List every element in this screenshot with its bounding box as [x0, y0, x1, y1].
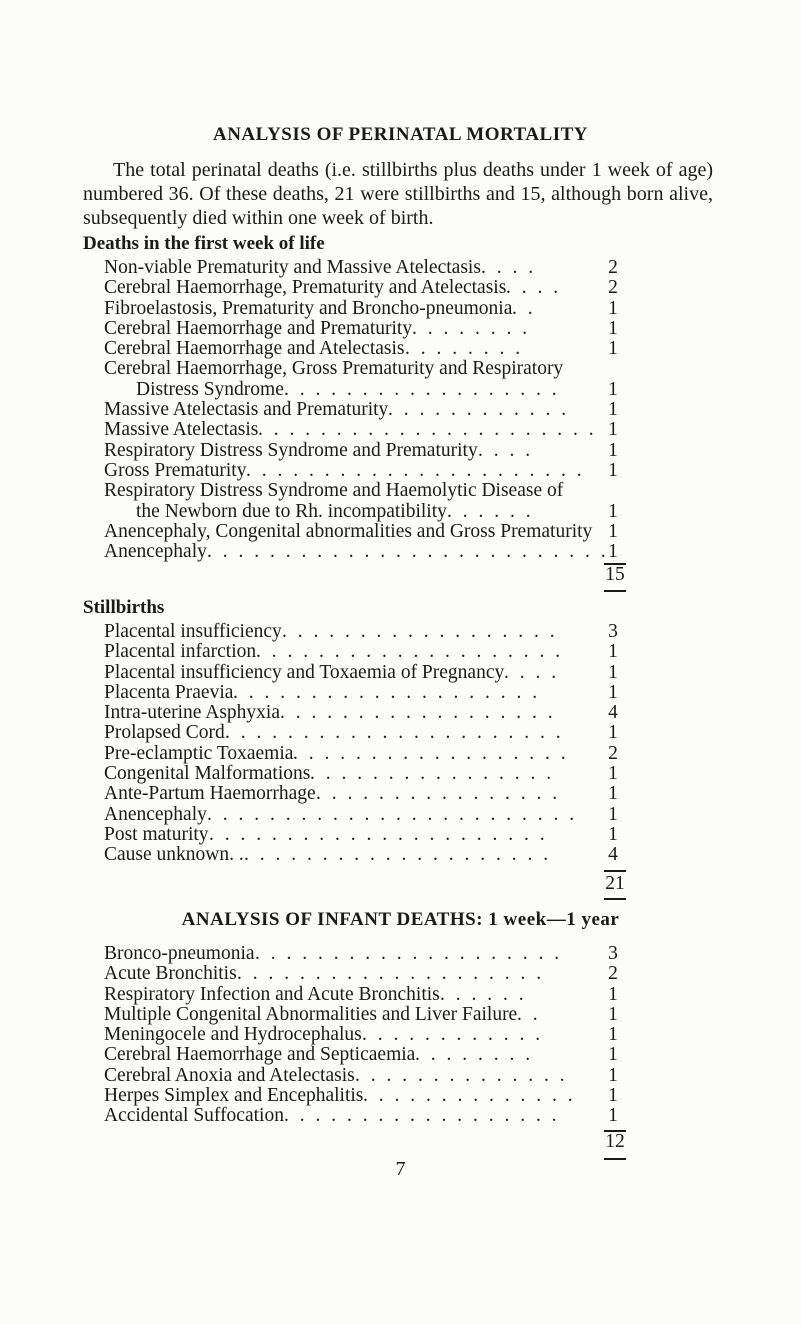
death-count: 1 — [608, 803, 618, 825]
cause-label: Placental insufficiency — [104, 621, 282, 642]
first-week-total: 15 — [605, 564, 625, 585]
cause-label: Respiratory Infection and Acute Bronchitis — [104, 983, 440, 1005]
death-count: 1 — [608, 661, 618, 683]
table-row — [104, 1106, 644, 1126]
cause-label: Cerebral Anoxia and Atelectasis — [104, 1064, 355, 1086]
cause-label: the Newborn due to Rh. incompatibility — [136, 500, 447, 522]
cause-label: Gross Prematurity — [104, 459, 247, 481]
leader-dots: . . — [517, 1003, 541, 1025]
table-row — [104, 359, 644, 379]
leader-dots: . . . . . . . . . . . . . . . . . . . . . . . . — [207, 803, 578, 825]
page-title: ANALYSIS OF PERINATAL MORTALITY — [212, 124, 588, 145]
death-count: 1 — [608, 641, 618, 663]
cause-label: Cause unknown. . — [104, 844, 244, 866]
table-row — [104, 1025, 644, 1045]
death-count: 2 — [608, 277, 618, 299]
subtotal-rule-bottom — [604, 590, 626, 592]
leader-dots: . . . . . . . . . . . . . . . . . . . . — [256, 641, 564, 663]
leader-dots: . . . . . . . . — [412, 317, 531, 339]
table-row — [104, 380, 644, 400]
death-count: 1 — [608, 500, 618, 522]
table-row — [104, 744, 644, 764]
table-row — [104, 400, 644, 420]
cause-label: Congenital Malformations — [104, 763, 311, 785]
table-row — [104, 441, 644, 461]
cause-label: Cerebral Haemorrhage and Prematurity — [104, 317, 413, 339]
table-row — [104, 1086, 644, 1106]
leader-dots: . . . . . . . . . . . . . . . . — [310, 763, 555, 785]
table-row — [104, 278, 644, 298]
cause-label: Bronco-pneumonia — [104, 943, 255, 964]
leader-dots: . . . . . . — [440, 983, 527, 1005]
first-week-list — [104, 258, 644, 562]
table-row — [104, 683, 644, 703]
cause-label: Anencephaly, Congenital abnormalities and Gross Prematurity — [104, 520, 593, 542]
page-number: 7 — [395, 1158, 406, 1180]
death-count: 1 — [608, 983, 618, 1005]
cause-label: Respiratory Distress Syndrome and Haemolytic Disease of — [104, 480, 564, 502]
cause-label: Placental infarction — [104, 641, 257, 663]
death-count: 4 — [608, 702, 618, 724]
table-row — [104, 764, 644, 784]
leader-dots: . . . . . . . . . . . . . . . . . . . . . . — [209, 823, 548, 845]
table-row — [104, 964, 644, 984]
stillbirths-total: 21 — [605, 873, 625, 894]
death-count: 1 — [608, 399, 618, 421]
subtotal-rule-bottom — [604, 898, 626, 900]
first-week-heading: Deaths in the first week of life — [83, 233, 325, 254]
leader-dots: . . . . — [481, 257, 537, 278]
death-count: 2 — [608, 257, 618, 278]
death-count: 1 — [608, 1105, 618, 1127]
intro-paragraph: The total perinatal deaths (i.e. stillbirths plus deaths under 1 week of age) numbered 36. Of these deaths, 21 were stillbirths and 15, although born alive, subsequently died within one week of birth. — [83, 159, 713, 229]
cause-label: Anencephaly — [104, 803, 207, 825]
cause-label: Prolapsed Cord — [104, 722, 225, 744]
leader-dots: . . . . . . . . . . . . . . . . . . — [293, 742, 569, 764]
table-row — [104, 339, 644, 359]
cause-label: Anencephaly — [104, 541, 207, 563]
cause-label: Placental insufficiency and Toxaemia of Pregnancy — [104, 661, 505, 683]
infant-deaths-heading: ANALYSIS OF INFANT DEATHS: 1 week—1 year — [181, 909, 620, 930]
table-row — [104, 319, 644, 339]
cause-label: Non-viable Prematurity and Massive Atelectasis — [104, 257, 481, 278]
stillbirths-list — [104, 622, 644, 866]
leader-dots: . . . . . . — [447, 500, 534, 522]
death-count: 1 — [608, 722, 618, 744]
death-count: 1 — [608, 1044, 618, 1066]
table-row — [104, 825, 644, 845]
stillbirths-heading: Stillbirths — [83, 597, 165, 618]
death-count: 1 — [608, 419, 618, 441]
cause-label: Distress Syndrome — [136, 378, 284, 400]
leader-dots: . . . . . . . . . . . . . . . . — [316, 783, 561, 805]
cause-label: Cerebral Haemorrhage and Septicaemia — [104, 1044, 416, 1066]
table-row — [104, 299, 644, 319]
table-row — [104, 1066, 644, 1086]
leader-dots: . . . . . . . . — [405, 338, 524, 360]
cause-label: Pre-eclamptic Toxaemia — [104, 742, 294, 764]
death-count: 1 — [608, 317, 618, 339]
leader-dots: . . . . — [506, 277, 562, 299]
cause-label: Intra-uterine Asphyxia — [104, 702, 280, 724]
table-row — [104, 784, 644, 804]
table-row — [104, 723, 644, 743]
subtotal-rule-top — [604, 870, 626, 872]
table-row — [104, 663, 644, 683]
death-count: 1 — [608, 338, 618, 360]
cause-label: Accidental Suffocation — [104, 1105, 284, 1127]
leader-dots: . . . . . . . . . . . . . . — [363, 1085, 576, 1107]
cause-label: Cerebral Haemorrhage, Prematurity and Atelectasis — [104, 277, 507, 299]
death-count: 1 — [608, 378, 618, 400]
cause-label: Post maturity — [104, 823, 209, 845]
death-count: 1 — [608, 763, 618, 785]
table-row — [104, 481, 644, 501]
death-count: 1 — [608, 1064, 618, 1086]
death-count: 3 — [608, 943, 618, 964]
cause-label: Respiratory Distress Syndrome and Prematurity — [104, 439, 478, 461]
leader-dots: . . . . . . . . . . . . . . . . . . — [284, 378, 560, 400]
leader-dots: . . . . . . . . . . . . — [388, 399, 570, 421]
table-row — [104, 944, 644, 964]
leader-dots: . . . . . . . . . . . . . . . . . . . . . . — [246, 459, 585, 481]
death-count: 1 — [608, 1085, 618, 1107]
leader-dots: . . . . . . . . . . . . . . . . . . . . — [255, 943, 563, 964]
leader-dots: . . . . . . . . . . . . — [362, 1024, 544, 1046]
table-row — [104, 985, 644, 1005]
cause-label: Meningocele and Hydrocephalus — [104, 1024, 362, 1046]
table-row — [104, 502, 644, 522]
cause-label: Cerebral Haemorrhage and Atelectasis — [104, 338, 405, 360]
leader-dots: . . . . . . . . . . . . . . . . . . — [280, 702, 556, 724]
leader-dots: . . . . . . . . . . . . . . . . . . . . . . — [225, 722, 564, 744]
death-count: 3 — [608, 621, 618, 642]
table-row — [104, 1005, 644, 1025]
death-count: 1 — [608, 439, 618, 461]
cause-label: Cerebral Haemorrhage, Gross Prematurity and Respiratory — [104, 358, 564, 380]
death-count: 1 — [608, 1003, 618, 1025]
table-row — [104, 1045, 644, 1065]
leader-dots: . . . . . . . . . . . . . . . . . . . . . . . . . . — [207, 541, 609, 563]
leader-dots: . . . . . . . . . . . . . . — [355, 1064, 568, 1086]
cause-label: Ante-Partum Haemorrhage — [104, 783, 316, 805]
leader-dots: . . . . . . . . . . . . . . . . . . — [282, 621, 558, 642]
cause-label: Massive Atelectasis — [104, 419, 259, 441]
death-count: 1 — [608, 681, 618, 703]
table-row — [104, 542, 644, 562]
table-row — [104, 258, 644, 278]
cause-label: Acute Bronchitis — [104, 963, 237, 985]
table-row — [104, 461, 644, 481]
leader-dots: . . . . . . . . . . . . . . . . . . . . — [244, 844, 552, 866]
death-count: 1 — [608, 1024, 618, 1046]
death-count: 1 — [608, 541, 618, 563]
death-count: 1 — [608, 297, 618, 319]
death-count: 4 — [608, 844, 618, 866]
table-row — [104, 622, 644, 642]
table-row — [104, 703, 644, 723]
death-count: 1 — [608, 783, 618, 805]
death-count: 1 — [608, 823, 618, 845]
table-row — [104, 642, 644, 662]
table-row — [104, 805, 644, 825]
leader-dots: . . . . . . . . . . . . . . . . . . — [284, 1105, 560, 1127]
leader-dots: . . — [512, 297, 536, 319]
death-count: 2 — [608, 742, 618, 764]
leader-dots: . . . . — [478, 439, 534, 461]
cause-label: Fibroelastosis, Prematurity and Broncho-pneumonia — [104, 297, 513, 319]
table-row — [104, 845, 644, 865]
death-count: 1 — [608, 459, 618, 481]
death-count: 2 — [608, 963, 618, 985]
infant-deaths-list — [104, 944, 644, 1127]
leader-dots: . . . . . . . . — [415, 1044, 534, 1066]
cause-label: Massive Atelectasis and Prematurity — [104, 399, 389, 421]
leader-dots: . . . . — [504, 661, 560, 683]
death-count: 1 — [608, 520, 618, 542]
table-row — [104, 420, 644, 440]
cause-label: Placenta Praevia — [104, 681, 234, 703]
cause-label: Herpes Simplex and Encephalitis — [104, 1085, 364, 1107]
table-row — [104, 522, 644, 542]
infant-deaths-total: 12 — [605, 1131, 625, 1152]
cause-label: Multiple Congenital Abnormalities and Liver Failure — [104, 1003, 518, 1025]
leader-dots: . . . . . . . . . . . . . . . . . . . . . . — [258, 419, 597, 441]
leader-dots: . . . . . . . . . . . . . . . . . . . . — [237, 963, 545, 985]
leader-dots: . . . . . . . . . . . . . . . . . . . . — [233, 681, 541, 703]
